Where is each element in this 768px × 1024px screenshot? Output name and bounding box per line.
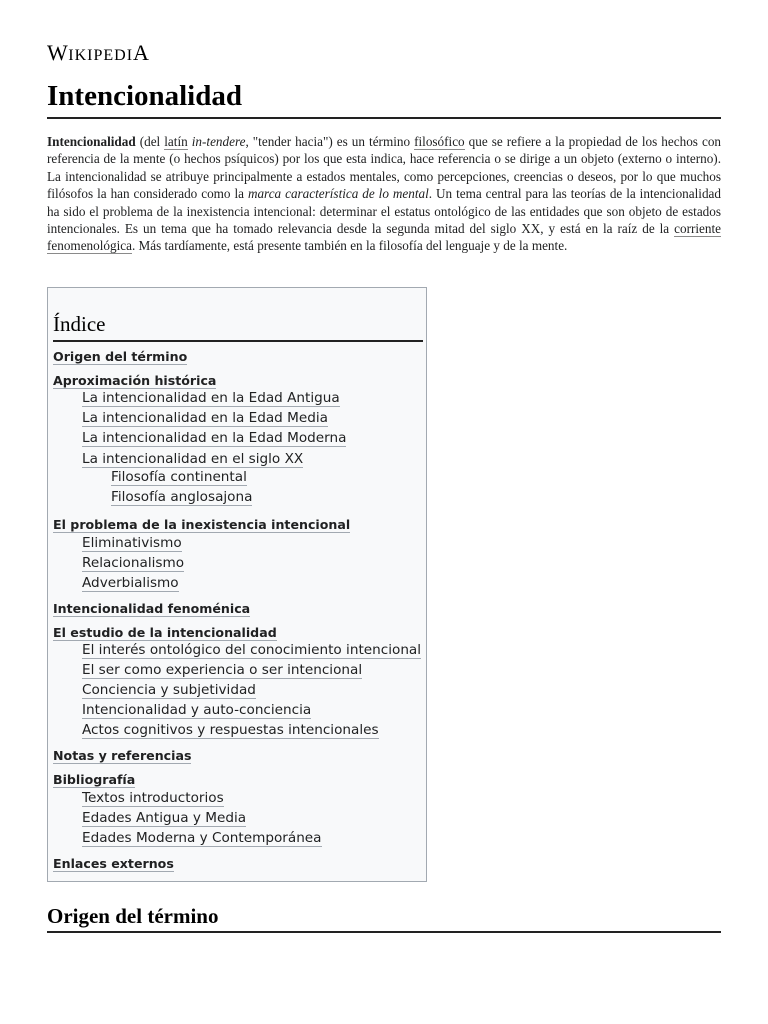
toc-item-label: Enlaces externos <box>53 856 174 871</box>
page-title: Intencionalidad <box>47 77 721 119</box>
toc-item-label: Bibliografía <box>53 772 136 787</box>
lead-paragraph: Intencionalidad (del latín in-tendere, "tender hacia") es un término filosófico que se refiere a la propiedad de los hechos con referencia de la mente (o hechos psíquicos) por los que esta indica, hace referencia o se dirige a un objeto (externo o interno). La intencionalidad se atribuye principalmente a estados mentales, como percepciones, creencias o deseos, por lo que muchos filósofos la han considerado como la marca característica de lo mental. Un tema central para las teorías de la intencionalidad ha sido el problema de la inexistencia intencional: determinar el estatus ontológico de las entidades que son objeto de estados intencionales. Es un tema que ha tomado relevancia desde la segunda mitad del siglo XX, y está en la raíz de la corriente fenomenológica. Más tardíamente, está presente también en la filosofía del lenguaje y de la mente. <box>47 134 722 254</box>
toc-item[interactable] <box>82 642 421 659</box>
toc-item-label: Intencionalidad y auto-conciencia <box>82 702 312 718</box>
toc-item[interactable] <box>82 575 179 592</box>
section-heading-origen: Origen del término <box>47 903 721 933</box>
toc-item-label: Intencionalidad fenoménica <box>53 601 251 616</box>
toc-item-label: Filosofía continental <box>111 469 247 485</box>
wikipedia-logo[interactable] <box>47 40 149 66</box>
toc-item[interactable] <box>53 747 191 764</box>
toc-item[interactable] <box>82 535 182 552</box>
toc-item-label: El problema de la inexistencia intencional <box>53 517 351 532</box>
lead-term: Intencionalidad <box>47 134 136 149</box>
toc-item[interactable] <box>82 810 246 827</box>
toc-item[interactable] <box>82 682 256 699</box>
toc-item-label: Filosofía anglosajona <box>111 489 253 505</box>
toc-item-label: La intencionalidad en la Edad Moderna <box>82 430 347 446</box>
toc-item-label: Textos introductorios <box>82 790 224 806</box>
toc-item[interactable] <box>111 489 252 506</box>
toc-item-label: Origen del término <box>53 349 188 364</box>
toc-title: Índice <box>53 310 423 342</box>
link-filosofico[interactable]: filosófico <box>414 134 465 149</box>
toc-item[interactable] <box>53 771 135 788</box>
toc-item[interactable] <box>82 702 311 719</box>
latin-word: in-tendere <box>191 134 246 149</box>
toc-item-label: Edades Moderna y Contemporánea <box>82 830 322 846</box>
toc-item[interactable] <box>53 516 350 533</box>
toc-item[interactable] <box>53 600 250 617</box>
italic-phrase: marca característica de lo mental <box>247 186 429 202</box>
toc-item-label: Notas y referencias <box>53 748 192 763</box>
toc-item-label: Conciencia y subjetividad <box>82 682 256 698</box>
toc-item-label: Edades Antigua y Media <box>82 810 247 826</box>
toc-item[interactable] <box>82 662 362 679</box>
toc-item[interactable] <box>82 722 379 739</box>
link-latin[interactable]: latín <box>164 134 188 149</box>
toc-item-label: Eliminativismo <box>82 535 182 551</box>
toc-item-label: Actos cognitivos y respuestas intencionales <box>82 722 379 738</box>
toc-item[interactable] <box>82 451 303 468</box>
toc-item[interactable] <box>53 624 277 641</box>
toc-item[interactable] <box>82 830 322 847</box>
toc-item-label: Relacionalismo <box>82 555 185 571</box>
toc-item-label: La intencionalidad en la Edad Media <box>82 410 328 426</box>
toc-item-label: La intencionalidad en la Edad Antigua <box>82 390 340 406</box>
toc-item[interactable] <box>82 790 224 807</box>
table-of-contents <box>47 287 427 882</box>
toc-item-label: El ser como experiencia o ser intencional <box>82 662 363 678</box>
toc-item-label: El interés ontológico del conocimiento intencional <box>82 642 422 658</box>
logo-letter-a: A <box>133 40 150 65</box>
toc-item[interactable] <box>53 372 216 389</box>
link-corriente-fenomenologica[interactable]: corriente fenomenológica <box>47 221 721 254</box>
toc-item-label: La intencionalidad en el siglo XX <box>82 451 304 467</box>
toc-item[interactable] <box>82 555 184 572</box>
logo-small-caps: IKIPEDI <box>68 47 134 64</box>
toc-item[interactable] <box>82 430 346 447</box>
toc-item[interactable] <box>53 855 174 872</box>
toc-item[interactable] <box>82 410 328 427</box>
toc-item[interactable] <box>82 390 340 407</box>
toc-item-label: El estudio de la intencionalidad <box>53 625 277 640</box>
toc-item[interactable] <box>111 469 247 486</box>
logo-letter-w: W <box>47 40 69 65</box>
toc-item[interactable] <box>53 348 187 365</box>
toc-item-label: Adverbialismo <box>82 575 179 591</box>
toc-item-label: Aproximación histórica <box>53 373 217 388</box>
